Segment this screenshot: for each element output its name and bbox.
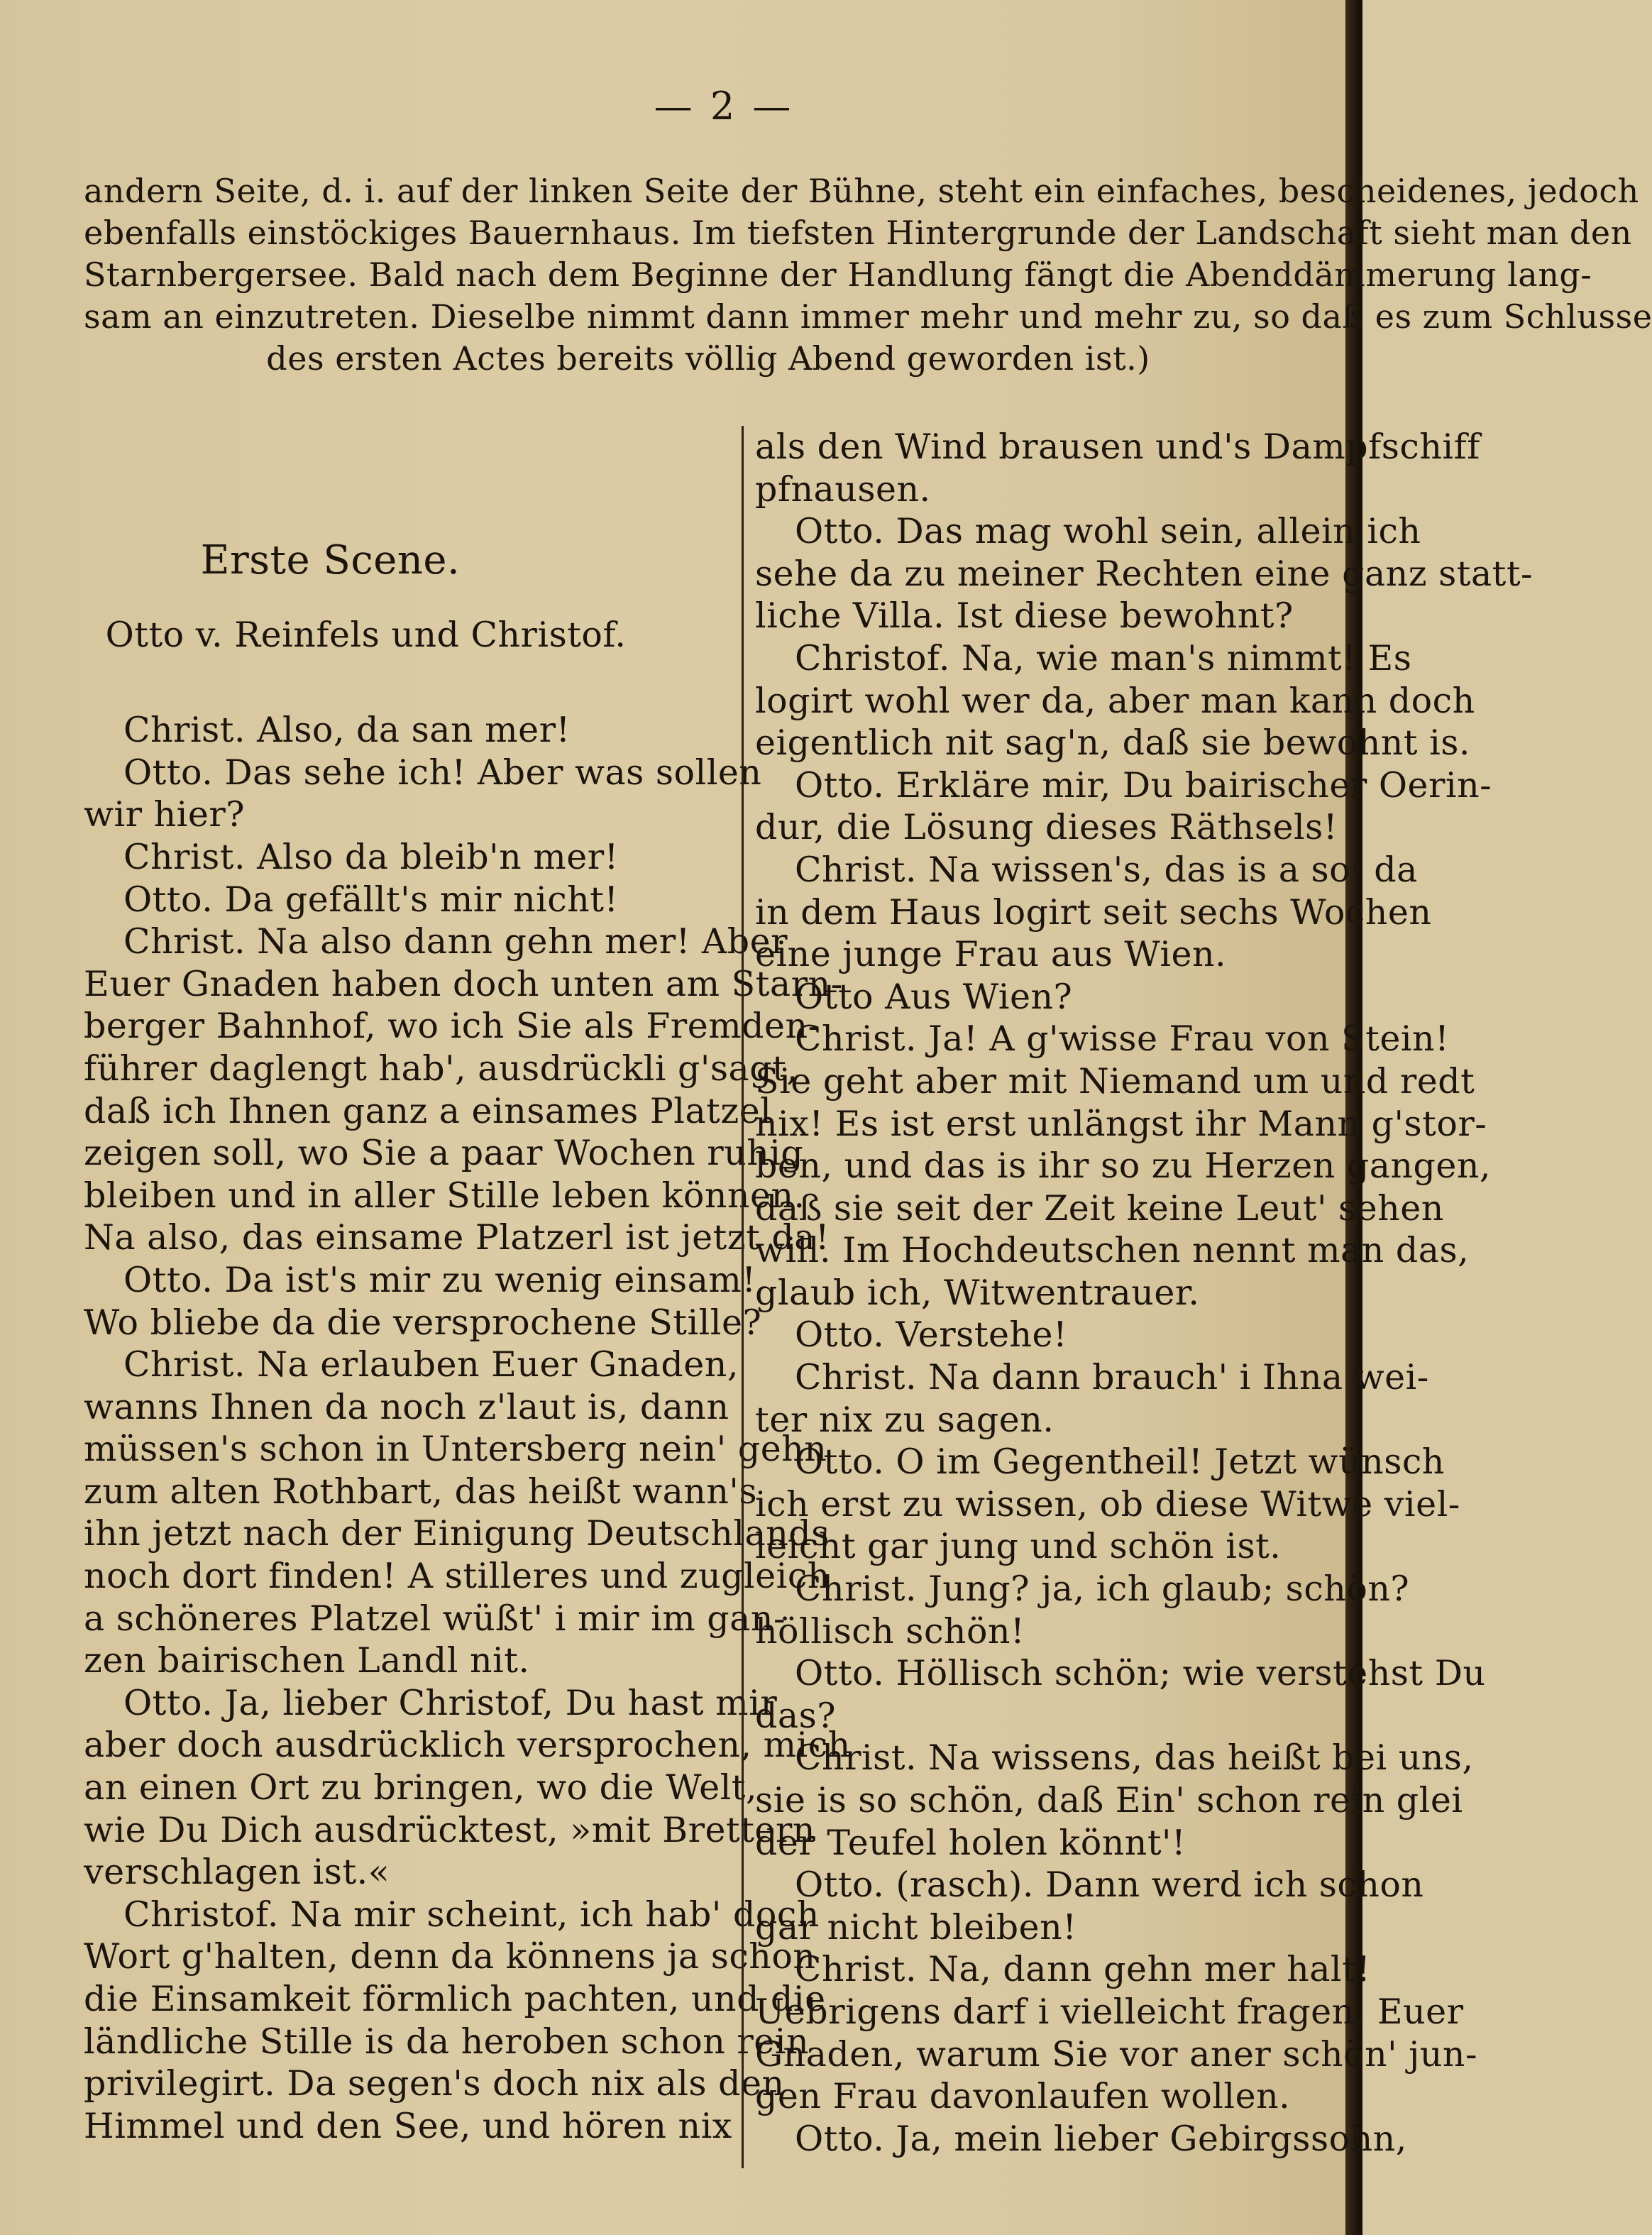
text-line: Otto. Verstehe! [795,1314,1068,1356]
text-line: Otto. Erkläre mir, Du bairischer Oerin- [795,764,1492,806]
text-line: gen Frau davonlaufen wollen. [755,2076,1291,2117]
text-line: privilegirt. Da segen's doch nix als den [84,2063,785,2104]
text-line: die Einsamkeit förmlich pachten, und die [84,1979,826,2019]
text-line: Christ. Na also dann gehn mer! Aber [123,921,788,962]
text-line: Otto. Höllisch schön; wie verstehst Du [795,1653,1486,1694]
text-line: a schöneres Platzel wüßt' i mir im gan- [84,1598,786,1639]
text-line: sehe da zu meiner Rechten eine ganz statt- [755,553,1533,594]
text-line: Himmel und den See, und hören nix [84,2105,732,2146]
text-line: ter nix zu sagen. [755,1399,1054,1440]
text-line: Christ. Also, da san mer! [123,710,571,751]
text-line: Christ. Na, dann gehn mer halt! [795,1949,1371,1990]
text-line: aber doch ausdrücklich versprochen, mich [84,1725,851,1766]
text-line: glaub ich, Witwentrauer. [755,1272,1200,1313]
intro-line: sam an einzutreten. Dieselbe nimmt dann immer mehr und mehr zu, so daß es zum Schlusse [84,297,1652,336]
text-line: Otto Aus Wien? [795,976,1073,1017]
text-line: Christof. Na mir scheint, ich hab' doch [123,1894,820,1935]
text-line: Otto. Das sehe ich! Aber was sollen [123,752,762,793]
text-line: leicht gar jung und schön ist. [755,1526,1282,1567]
text-line: Christ. Na dann brauch' i Ihna wei- [795,1357,1429,1398]
text-line: Christ. Jung? ja, ich glaub; schön? [795,1569,1410,1610]
text-line: führer daglengt hab', ausdrückli g'sagt, [84,1048,798,1089]
cast-line: Otto v. Reinfels und Christof. [105,614,627,655]
text-line: liche Villa. Ist diese bewohnt? [755,595,1294,637]
text-line: nix! Es ist erst unlängst ihr Mann g'stor- [755,1103,1487,1144]
page-number: — 2 — [654,84,794,128]
text-line: Christof. Na, wie man's nimmt! Es [795,637,1412,679]
text-line: verschlagen ist.« [84,1852,390,1893]
text-line: ihn jetzt nach der Einigung Deutschlands [84,1513,830,1554]
text-line: logirt wohl wer da, aber man kann doch [755,680,1475,721]
text-line: Christ. Na wissen's, das is a so: da [795,849,1418,890]
text-line: berger Bahnhof, wo ich Sie als Fremden- [84,1006,820,1047]
text-line: ich erst zu wissen, ob diese Witwe viel- [755,1483,1460,1525]
text-line: Otto. Da gefällt's mir nicht! [123,879,619,920]
text-line: Otto. Da ist's mir zu wenig einsam! [123,1259,756,1300]
text-line: müssen's schon in Untersberg nein' gehn [84,1429,827,1470]
left-column [84,537,851,2147]
text-line: Otto. Ja, mein lieber Gebirgssohn, [795,2118,1407,2159]
text-line: Christ. Na wissens, das heißt bei uns, [795,1737,1474,1779]
text-line: höllisch schön! [755,1610,1025,1652]
text-line: wanns Ihnen da noch z'laut is, dann [84,1386,729,1427]
text-line: Otto. Ja, lieber Christof, Du hast mir [123,1682,778,1723]
intro-line: andern Seite, d. i. auf der linken Seite der Bühne, steht ein einfaches, bescheidenes, jedoch [84,172,1639,210]
text-line: eine junge Frau aus Wien. [755,934,1227,975]
text-line: Sie geht aber mit Niemand um und redt [755,1060,1475,1102]
text-line: an einen Ort zu bringen, wo die Welt, [84,1767,758,1808]
text-line: Uebrigens darf i vielleicht fragen, Euer [755,1991,1464,2032]
scene-title: Erste Scene. [200,537,461,583]
right-column [742,426,1533,2168]
text-line: wie Du Dich ausdrücktest, »mit Brettern [84,1809,815,1850]
text-line: Wort g'halten, denn da könnens ja schon [84,1936,816,1977]
text-line: dur, die Lösung dieses Räthsels! [755,807,1338,848]
text-line: zeigen soll, wo Sie a paar Wochen ruhig [84,1133,804,1174]
text-line: pfnausen. [755,468,931,510]
text-line: zen bairischen Landl nit. [84,1640,530,1681]
text-line: als den Wind brausen und's Dampfschiff [755,427,1480,467]
text-line: Otto. O im Gegentheil! Jetzt wünsch [795,1442,1445,1483]
text-line: zum alten Rothbart, das heißt wann's [84,1471,758,1512]
text-line: Gnaden, warum Sie vor aner schön' jun- [755,2033,1478,2075]
text-line: in dem Haus logirt seit sechs Wochen [755,891,1432,933]
text-line: Christ. Ja! A g'wisse Frau von Stein! [795,1018,1450,1060]
text-line: daß sie seit der Zeit keine Leut' sehen [755,1187,1444,1229]
text-line: Christ. Na erlauben Euer Gnaden, [123,1344,739,1385]
text-line: noch dort finden! A stilleres und zugleich [84,1556,830,1597]
text-line: Na also, das einsame Platzerl ist jetzt da! [84,1217,830,1258]
text-line: der Teufel holen könnt'! [755,1822,1186,1863]
text-line: wir hier? [84,794,246,835]
text-line: ben, und das is ihr so zu Herzen gangen, [755,1146,1491,1187]
intro-line: Starnbergersee. Bald nach dem Beginne der Handlung fängt die Abenddämmerung lang- [84,256,1592,294]
stage-direction [84,170,1652,380]
text-line: Otto. Das mag wohl sein, allein ich [795,511,1421,552]
text-line: sie is so schön, daß Ein' schon rein glei [755,1780,1463,1821]
text-line: gar nicht bleiben! [755,1906,1077,1948]
intro-line: des ersten Actes bereits völlig Abend geworden ist.) [266,339,1150,378]
intro-line: ebenfalls einstöckiges Bauernhaus. Im tiefsten Hintergrunde der Landschaft sieht man den [84,214,1632,252]
text-line: Euer Gnaden haben doch unten am Starn- [84,963,843,1004]
text-line: Christ. Also da bleib'n mer! [123,836,619,877]
text-line: daß ich Ihnen ganz a einsames Platzel [84,1090,772,1131]
text-line: will. Im Hochdeutschen nennt man das, [755,1230,1470,1271]
text-line: ländliche Stille is da heroben schon rein [84,2021,810,2062]
text-line: eigentlich nit sag'n, daß sie bewohnt is. [755,723,1470,764]
text-line: Otto. (rasch). Dann werd ich schon [795,1865,1424,1906]
text-line: das? [755,1695,836,1736]
text-line: Wo bliebe da die versprochene Stille? [84,1302,762,1343]
text-line: bleiben und in aller Stille leben können. [84,1175,805,1216]
